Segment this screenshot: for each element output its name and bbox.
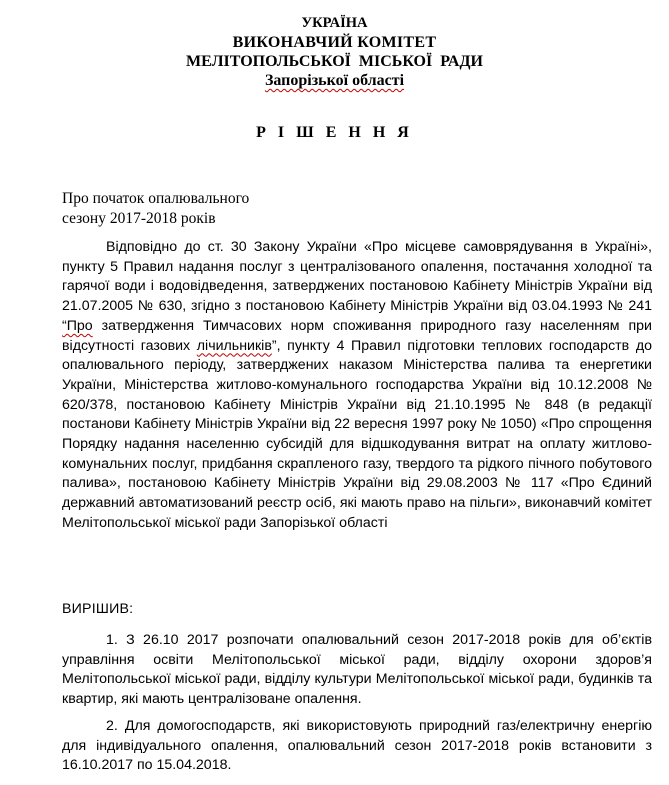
document-header	[0, 14, 669, 90]
header-country: УКРАЇНА	[301, 15, 368, 31]
resolution-heading: ВИРІШИВ:	[62, 601, 134, 617]
resolution-item-1: 1. З 26.10 2017 розпочати опалювальний сезон 2017-2018 років для об’єктів управління освіти Мелітопольської міської ради, відділу охорони здоров’я Мелітопольської міської ради, відділу культури Мелітопольської міської ради, будинків та квартир, які мають централізоване опалення.	[62, 632, 652, 708]
preamble-paragraph	[62, 238, 652, 534]
resolution-item-2: 2. Для домогосподарств, які використовують природний газ/електричну енергію для індивідуального опалення, опалювальний сезон 2017-2018 років встановити з 16.10.2017 по 15.04.2018.	[62, 718, 652, 774]
header-region: Запорізької області	[264, 72, 405, 89]
preamble-part-2: затвердження Тимчасових норм споживання природного газу населенням при відсутності газових	[62, 317, 652, 354]
header-council: МЕЛІТОПОЛЬСЬКОЇ МІСЬКОЇ РАДИ	[186, 53, 483, 70]
decision-subject	[62, 189, 249, 229]
subject-line-1: Про початок опалювального	[62, 190, 250, 207]
preamble-part-1: Відповідно до ст. 30 Закону України «Про місцеве самоврядування в Україні», пункту 5 Правил надання послуг з централізованого опалення, постачання холодної та гарячої води і водовідведення, затверджених постановою Кабінету Міністрів України від 21.07.2005 № 630, згідно з постановою Кабінету Міністрів України від 03.04.1993 № 241	[62, 239, 652, 315]
document-type-title: Р І Ш Е Н Н Я	[256, 124, 413, 141]
preamble-flagged-word: лічильників	[196, 337, 272, 354]
preamble-part-3: ”, пункту 4 Правил підготовки теплових господарств до опалювального періоду, затверджених наказом Міністерства палива та енергетики України, Міністерства житлово-комунального господарства України від 10.12.2008 № 620/378, постановою Кабінету Міністрів України від 21.10.1995 № 848 (в редакції постанови Кабінету Міністрів України від 22 вересня 1997 року № 1050) «Про спрощення Порядку надання населенню субсидій для відшкодування витрат на оплату житлово-комунальних послуг, придбання скрапленого газу, твердого та рідкого пічного побутового палива», постановою Кабінету Міністрів України від 29.08.2003 № 117 «Про Єдиний державний автоматизований реєстр осіб, які мають право на пільги», виконавчий комітет Мелітопольської міської ради Запорізької області	[62, 337, 652, 531]
subject-line-2: сезону 2017-2018 років	[62, 210, 216, 227]
header-committee: ВИКОНАВЧИЙ КОМІТЕТ	[232, 34, 437, 51]
preamble-quote-open: “Про	[62, 317, 93, 334]
